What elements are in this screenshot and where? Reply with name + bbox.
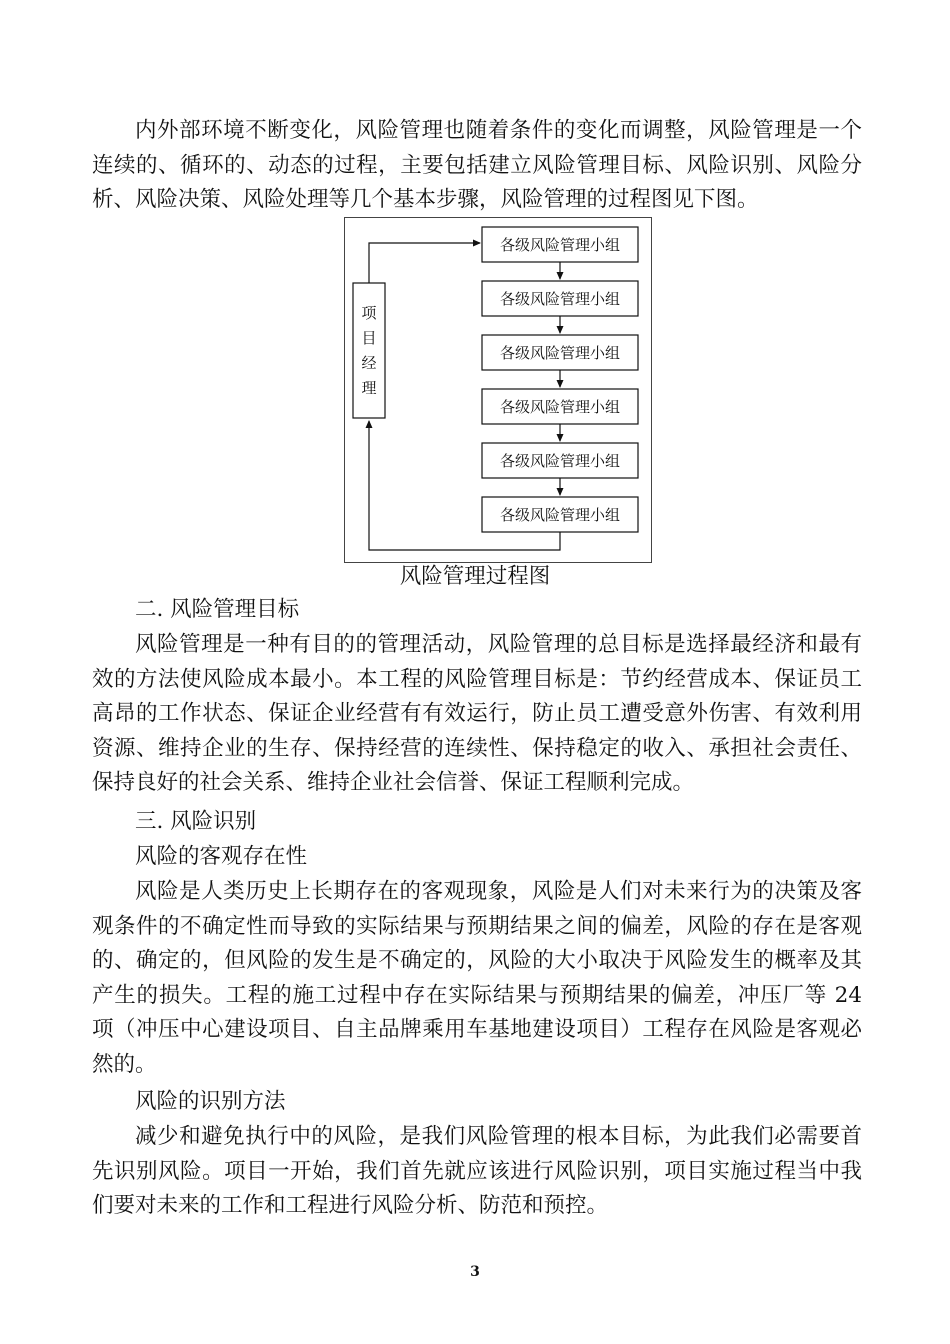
diagram-caption: 风险管理过程图 [399,564,551,589]
group-box-label: 各级风险管理小组 [499,398,621,416]
section3-sub1-paragraph: 风险是人类历史上长期存在的客观现象，风险是人们对未来行为的决策及客观条件的不确定性而导致的实际结果与预期结果之间的偏差，风险的存在是客观的、确定的，但风险的发生是不确定的，风险的大小取决于风险发生的概率及其产生的损失。工程的施工过程中存在实际结果与预期结果的偏差，冲压厂等 24 项（冲压中心建设项目、自主品牌乘用车基地建设项目）工程存在风险是客观必然的。 [92,879,862,1077]
section3-heading: 三. 风险识别 [135,809,257,834]
group-box-5 [482,443,638,478]
section3-sub1-title: 风险的客观存在性 [135,844,308,869]
section3-sub2-paragraph: 减少和避免执行中的风险，是我们风险管理的根本目标，为此我们必需要首先识别风险。项目一开始，我们首先就应该进行风险识别，项目实施过程当中我们要对未来的工作和工程进行风险分析、防范和预控。 [92,1124,862,1218]
group-box-3 [482,335,638,370]
arrow-to-first-group [369,243,480,283]
group-box-label: 各级风险管理小组 [499,236,621,254]
section3-sub2-title: 风险的识别方法 [135,1089,286,1114]
project-manager-char: 理 [361,379,377,397]
group-box-4 [482,389,638,424]
group-box-1 [482,227,638,262]
project-manager-char: 目 [361,329,377,347]
group-box-6 [482,497,638,532]
intro-paragraph: 内外部环境不断变化，风险管理也随着条件的变化而调整，风险管理是一个连续的、循环的、动态的过程，主要包括建立风险管理目标、风险识别、风险分析、风险决策、风险处理等几个基本步骤，风险管理的过程图见下图。 [92,118,862,212]
group-box-label: 各级风险管理小组 [499,290,621,308]
risk-management-flow-diagram [344,217,652,563]
section2-paragraph: 风险管理是一种有目的的管理活动，风险管理的总目标是选择最经济和最有效的方法使风险成本最小。本工程的风险管理目标是：节约经营成本、保证员工高昂的工作状态、保证企业经营有有效运行，防止员工遭受意外伤害、有效利用资源、维持企业的生存、保持经营的连续性、保持稳定的收入、承担社会责任、保持良好的社会关系、维持企业社会信誉、保证工程顺利完成。 [92,632,862,795]
group-box-label: 各级风险管理小组 [499,344,621,362]
page-number: 3 [470,1264,480,1280]
section2-heading: 二. 风险管理目标 [135,597,300,622]
group-box-label: 各级风险管理小组 [499,452,621,470]
project-manager-char: 经 [361,354,377,372]
group-box-2 [482,281,638,316]
project-manager-char: 项 [361,304,377,322]
group-box-label: 各级风险管理小组 [499,506,621,524]
